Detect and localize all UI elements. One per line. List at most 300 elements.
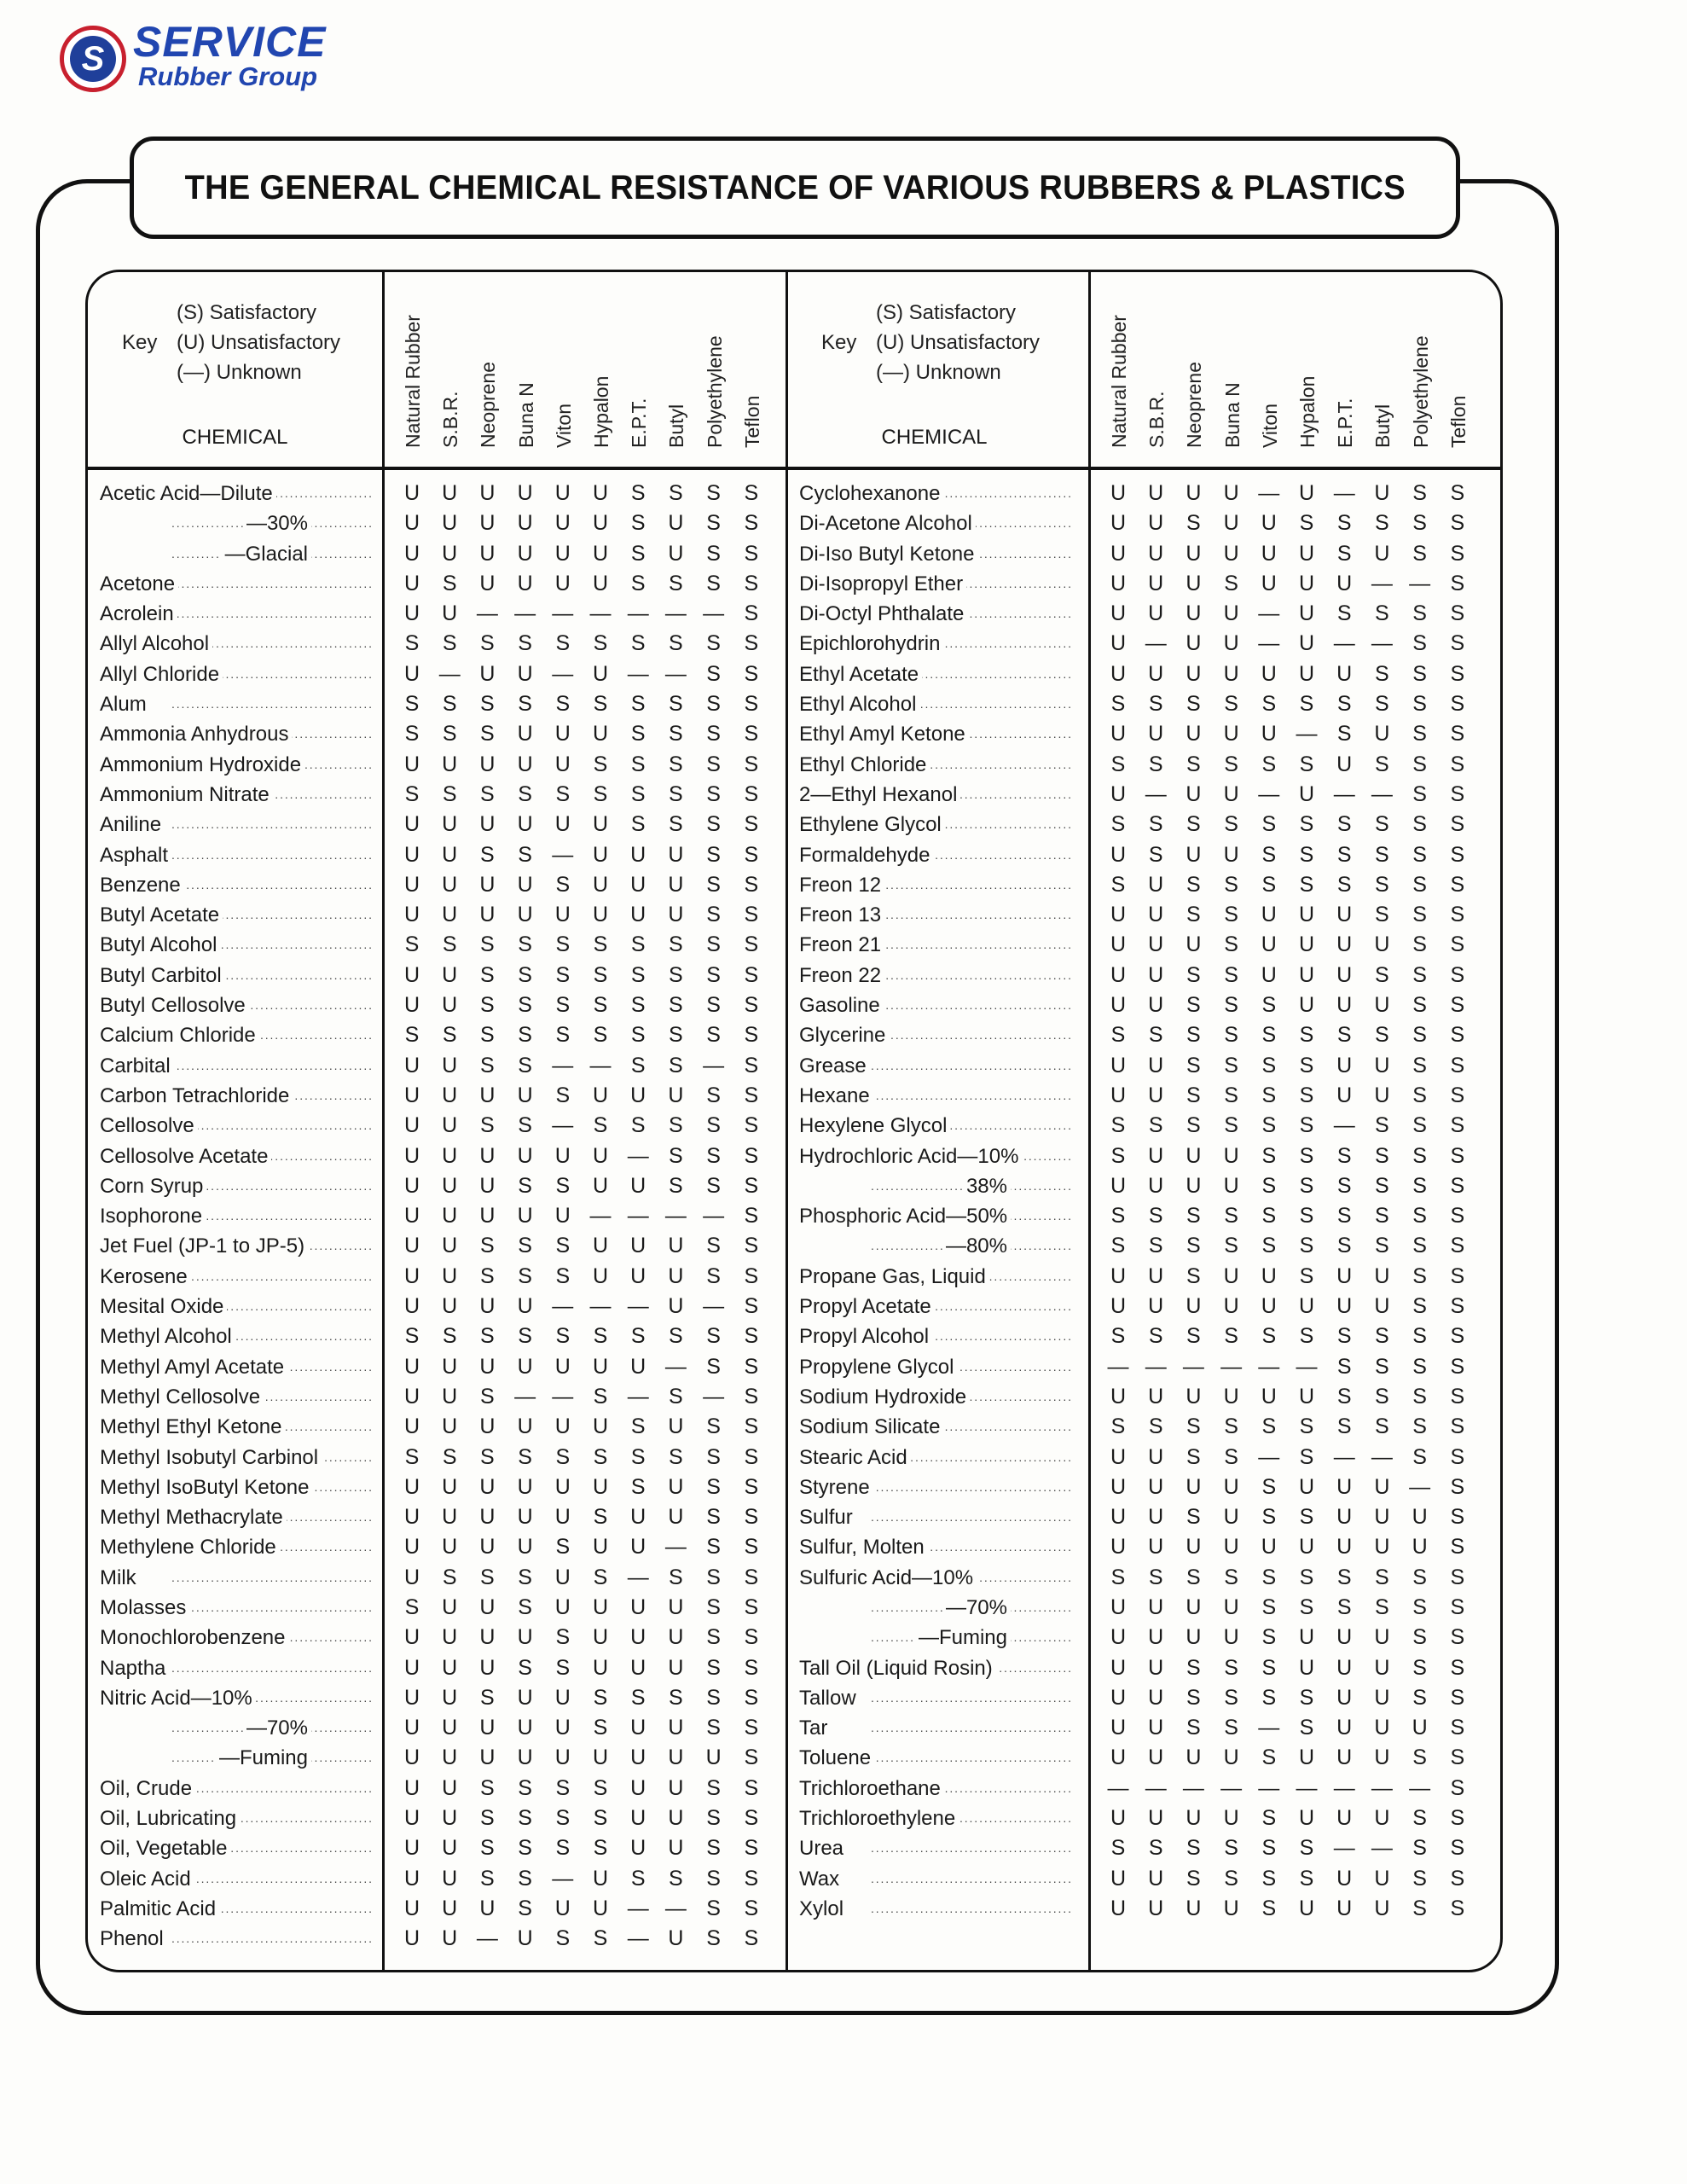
- rating-buna-n: —: [514, 601, 536, 626]
- material-header-label: Hypalon: [1296, 375, 1319, 448]
- rating-natural-rubber: U: [403, 1384, 420, 1409]
- rating-viton: S: [555, 1324, 571, 1349]
- material-header-s-b-r: [431, 277, 468, 448]
- rating-natural-rubber: U: [1110, 1444, 1127, 1469]
- chemical-name-text: Benzene: [100, 874, 184, 897]
- chemical-name: [799, 930, 1070, 960]
- rating-buna-n: S: [518, 1324, 532, 1349]
- table-row: [787, 1532, 1500, 1562]
- rating-polyethylene: —: [1409, 571, 1431, 595]
- table-row: [88, 1563, 787, 1593]
- rating-polyethylene: S: [1412, 661, 1427, 686]
- rating-polyethylene: S: [706, 1143, 721, 1168]
- chemical-name: [799, 1111, 1070, 1141]
- rating-buna-n: U: [1223, 842, 1239, 867]
- rating-butyl: U: [668, 1234, 684, 1258]
- rating-natural-rubber: U: [403, 601, 420, 626]
- rating-hypalon: S: [1299, 1053, 1314, 1077]
- rating-polyethylene: S: [1412, 481, 1427, 505]
- rating-s-b-r: S: [442, 1565, 457, 1589]
- chemical-name-text: Oleic Acid: [100, 1867, 194, 1891]
- rating-teflon: S: [1450, 661, 1465, 686]
- rating-s-b-r: U: [442, 1535, 458, 1560]
- rating-hypalon: S: [593, 1716, 608, 1740]
- rating-buna-n: —: [1220, 1354, 1243, 1379]
- rating-s-b-r: U: [442, 481, 458, 505]
- rating-teflon: S: [744, 903, 759, 927]
- table-row: [787, 569, 1500, 599]
- rating-s-b-r: U: [1148, 1716, 1164, 1740]
- rating-e-p-t: U: [630, 1173, 646, 1198]
- rating-viton: S: [555, 1625, 571, 1650]
- rating-neoprene: U: [479, 1716, 496, 1740]
- chemical-name-text: Kerosene: [100, 1265, 191, 1288]
- rating-polyethylene: S: [706, 1083, 721, 1107]
- rating-viton: S: [555, 692, 571, 717]
- material-header-label: Viton: [1258, 403, 1281, 448]
- material-header-buna-n: [1213, 277, 1250, 448]
- rating-buna-n: S: [518, 1053, 532, 1077]
- rating-natural-rubber: U: [403, 1294, 420, 1319]
- rating-buna-n: S: [1224, 1716, 1238, 1740]
- rating-s-b-r: U: [442, 1354, 458, 1379]
- rating-natural-rubber: U: [403, 1565, 420, 1589]
- rating-butyl: U: [1374, 993, 1390, 1018]
- chemical-name: [799, 1894, 1070, 1924]
- rating-hypalon: U: [592, 1263, 609, 1288]
- rating-natural-rubber: S: [1110, 1204, 1126, 1228]
- rating-viton: U: [554, 1505, 571, 1530]
- rating-butyl: U: [668, 1716, 684, 1740]
- page-title: THE GENERAL CHEMICAL RESISTANCE OF VARIOUS RUBBERS & PLASTICS: [184, 168, 1406, 206]
- rating-neoprene: U: [1186, 1384, 1202, 1409]
- rating-s-b-r: U: [1148, 1263, 1164, 1288]
- rating-butyl: U: [668, 1083, 684, 1107]
- rating-hypalon: U: [1298, 1625, 1315, 1650]
- rating-viton: S: [1261, 752, 1277, 776]
- rating-neoprene: S: [1186, 903, 1201, 927]
- rating-neoprene: S: [1186, 993, 1201, 1018]
- rating-buna-n: U: [517, 1625, 533, 1650]
- rating-butyl: U: [668, 1836, 684, 1861]
- rating-butyl: —: [664, 1204, 687, 1228]
- rating-teflon: S: [744, 1836, 759, 1861]
- rating-neoprene: U: [479, 1655, 496, 1680]
- table-row: [787, 629, 1500, 659]
- rating-hypalon: S: [593, 1926, 608, 1951]
- rating-butyl: U: [668, 541, 684, 566]
- rating-polyethylene: S: [706, 571, 721, 595]
- rating-natural-rubber: U: [403, 1173, 420, 1198]
- rating-hypalon: S: [593, 993, 608, 1018]
- rating-natural-rubber: S: [1110, 1113, 1126, 1138]
- rating-polyethylene: S: [1412, 1354, 1427, 1379]
- rating-neoprene: S: [1186, 872, 1201, 897]
- rating-polyethylene: S: [706, 1414, 721, 1439]
- material-header-polyethylene: [695, 277, 733, 448]
- chemical-name-text: Carbon Tetrachloride: [100, 1084, 293, 1107]
- rating-e-p-t: S: [1336, 1234, 1352, 1258]
- rating-viton: U: [1261, 722, 1277, 746]
- rating-s-b-r: U: [442, 872, 458, 897]
- rating-hypalon: U: [1298, 661, 1315, 686]
- rating-neoprene: U: [1186, 1594, 1202, 1619]
- chemical-name-text: Trichloroethane: [799, 1777, 944, 1800]
- rating-buna-n: S: [1224, 1324, 1238, 1349]
- rating-hypalon: S: [1299, 1414, 1314, 1439]
- company-logo: [60, 19, 384, 96]
- rating-viton: U: [1261, 903, 1277, 927]
- rating-butyl: —: [664, 661, 687, 686]
- rating-hypalon: S: [1299, 1716, 1314, 1740]
- rating-hypalon: —: [1296, 722, 1318, 746]
- rating-viton: S: [555, 1173, 571, 1198]
- rating-butyl: S: [669, 571, 683, 595]
- chemical-name: [100, 990, 371, 1020]
- rating-viton: S: [555, 1836, 571, 1861]
- material-header-buna-n: [507, 277, 544, 448]
- rating-viton: —: [552, 601, 574, 626]
- chemical-name: [100, 1051, 371, 1081]
- rating-buna-n: S: [518, 1565, 532, 1589]
- chemical-name-text: —30%: [243, 512, 311, 535]
- rating-e-p-t: U: [630, 1836, 646, 1861]
- rating-neoprene: U: [479, 1745, 496, 1770]
- chemical-name-text: Methylene Chloride: [100, 1536, 280, 1559]
- rating-buna-n: S: [1224, 1836, 1238, 1861]
- rating-neoprene: S: [480, 722, 495, 746]
- rating-butyl: U: [668, 872, 684, 897]
- rating-polyethylene: S: [1412, 511, 1427, 536]
- rating-polyethylene: S: [1412, 1204, 1427, 1228]
- rating-teflon: S: [1450, 1716, 1465, 1740]
- rating-neoprene: U: [1186, 1143, 1202, 1168]
- material-header-label: Natural Rubber: [402, 315, 424, 448]
- rating-teflon: S: [1450, 1594, 1465, 1619]
- rating-buna-n: U: [517, 1414, 533, 1439]
- rating-viton: S: [1261, 993, 1277, 1018]
- rating-butyl: —: [1371, 1775, 1393, 1800]
- rating-polyethylene: S: [706, 1023, 721, 1048]
- rating-e-p-t: S: [630, 481, 646, 505]
- rating-viton: S: [1261, 1655, 1277, 1680]
- rating-e-p-t: S: [1336, 1143, 1352, 1168]
- rating-e-p-t: S: [630, 511, 646, 536]
- rating-e-p-t: S: [630, 962, 646, 987]
- rating-hypalon: U: [1298, 781, 1315, 806]
- rating-teflon: S: [744, 1234, 759, 1258]
- material-header-label: E.P.T.: [1334, 398, 1357, 448]
- rating-teflon: S: [744, 1896, 759, 1920]
- chemical-name: [799, 569, 1070, 599]
- chemical-name: [799, 961, 1070, 990]
- table-row: [88, 961, 787, 990]
- rating-polyethylene: S: [706, 1354, 721, 1379]
- rating-hypalon: —: [1296, 1354, 1318, 1379]
- rating-e-p-t: S: [1336, 1173, 1352, 1198]
- rating-s-b-r: S: [442, 571, 457, 595]
- rating-buna-n: U: [517, 1143, 533, 1168]
- rating-viton: S: [555, 1926, 571, 1951]
- rating-e-p-t: —: [627, 1896, 649, 1920]
- rating-natural-rubber: U: [403, 842, 420, 867]
- rating-teflon: S: [1450, 1625, 1465, 1650]
- rating-buna-n: U: [1223, 781, 1239, 806]
- material-header-label: Neoprene: [477, 361, 500, 448]
- rating-butyl: U: [668, 1775, 684, 1800]
- rating-butyl: U: [1374, 1685, 1390, 1710]
- rating-teflon: S: [744, 692, 759, 717]
- rating-hypalon: —: [589, 1294, 612, 1319]
- rating-teflon: S: [744, 962, 759, 987]
- rating-s-b-r: U: [442, 1716, 458, 1740]
- chemical-name-text: Trichloroethylene: [799, 1807, 959, 1830]
- rating-hypalon: U: [1298, 571, 1315, 595]
- material-header-label: E.P.T.: [628, 398, 651, 448]
- rating-polyethylene: S: [1412, 1565, 1427, 1589]
- rating-s-b-r: U: [1148, 1655, 1164, 1680]
- rating-hypalon: U: [1298, 1896, 1315, 1920]
- rating-e-p-t: U: [1336, 932, 1353, 957]
- rating-neoprene: S: [1186, 1444, 1201, 1469]
- rating-viton: U: [554, 481, 571, 505]
- rating-natural-rubber: U: [1110, 903, 1127, 927]
- rating-teflon: S: [1450, 601, 1465, 626]
- rating-s-b-r: U: [442, 1294, 458, 1319]
- rating-s-b-r: —: [1145, 631, 1167, 656]
- table-row: [88, 1081, 787, 1111]
- rating-hypalon: S: [1299, 1263, 1314, 1288]
- rating-butyl: S: [669, 481, 683, 505]
- rating-viton: S: [555, 1023, 571, 1048]
- table-row: [787, 1262, 1500, 1292]
- rating-e-p-t: U: [630, 1625, 646, 1650]
- chemical-name: [799, 689, 1070, 719]
- chemical-name: [799, 1020, 1070, 1050]
- rating-butyl: —: [664, 1896, 687, 1920]
- rating-s-b-r: U: [1148, 1685, 1164, 1710]
- rating-e-p-t: U: [1336, 903, 1353, 927]
- rating-buna-n: U: [1223, 601, 1239, 626]
- rating-neoprene: U: [479, 541, 496, 566]
- rating-hypalon: U: [592, 511, 609, 536]
- table-row: [88, 1262, 787, 1292]
- rating-e-p-t: U: [1336, 1745, 1353, 1770]
- rating-natural-rubber: U: [1110, 481, 1127, 505]
- table-row: [88, 1382, 787, 1412]
- rating-butyl: U: [668, 1745, 684, 1770]
- rating-buna-n: U: [517, 872, 533, 897]
- rating-natural-rubber: U: [1110, 1745, 1127, 1770]
- rating-hypalon: S: [593, 1836, 608, 1861]
- table-row: [88, 1653, 787, 1683]
- table-row: [787, 1593, 1500, 1623]
- rating-polyethylene: S: [706, 1234, 721, 1258]
- rating-teflon: S: [744, 1926, 759, 1951]
- rating-hypalon: S: [593, 962, 608, 987]
- rating-polyethylene: S: [1412, 1173, 1427, 1198]
- rating-e-p-t: U: [1336, 962, 1353, 987]
- chemical-name: [100, 840, 371, 870]
- rating-e-p-t: S: [1336, 511, 1352, 536]
- table-row: [787, 1321, 1500, 1351]
- rating-buna-n: U: [1223, 541, 1239, 566]
- rating-hypalon: U: [592, 872, 609, 897]
- rating-natural-rubber: S: [404, 631, 420, 656]
- rating-teflon: S: [1450, 1896, 1465, 1920]
- rating-s-b-r: U: [1148, 1384, 1164, 1409]
- chemical-name-text: —70%: [243, 1716, 311, 1740]
- rating-hypalon: —: [1296, 1775, 1318, 1800]
- rating-polyethylene: S: [706, 1474, 721, 1499]
- rating-s-b-r: U: [442, 812, 458, 837]
- rating-butyl: S: [1375, 1594, 1389, 1619]
- rating-natural-rubber: S: [404, 781, 420, 806]
- rating-viton: S: [555, 1083, 571, 1107]
- chemical-name: [100, 1171, 371, 1201]
- chemical-name-text: Di-Acetone Alcohol: [799, 512, 976, 535]
- rating-natural-rubber: S: [1110, 1023, 1126, 1048]
- table-row: [787, 990, 1500, 1020]
- rating-s-b-r: U: [1148, 571, 1164, 595]
- rating-natural-rubber: U: [1110, 1053, 1127, 1077]
- rating-teflon: S: [1450, 1565, 1465, 1589]
- rating-buna-n: S: [518, 1836, 532, 1861]
- rating-buna-n: S: [1224, 872, 1238, 897]
- rating-butyl: S: [1375, 752, 1389, 776]
- rating-polyethylene: S: [706, 1324, 721, 1349]
- material-header-label: S.B.R.: [1145, 391, 1168, 448]
- rating-e-p-t: S: [1336, 722, 1352, 746]
- rating-polyethylene: S: [706, 1263, 721, 1288]
- rating-s-b-r: S: [1148, 692, 1163, 717]
- rating-butyl: U: [1374, 1806, 1390, 1831]
- rating-teflon: S: [1450, 1414, 1465, 1439]
- table-row: [88, 1472, 787, 1502]
- rating-neoprene: U: [1186, 932, 1202, 957]
- rating-viton: U: [554, 722, 571, 746]
- rating-teflon: S: [1450, 1806, 1465, 1831]
- rating-natural-rubber: U: [403, 1234, 420, 1258]
- chemical-name-text: Allyl Alcohol: [100, 632, 212, 655]
- rating-hypalon: U: [592, 1625, 609, 1650]
- rating-hypalon: S: [593, 1806, 608, 1831]
- rating-polyethylene: —: [703, 1053, 725, 1077]
- rating-neoprene: U: [479, 1896, 496, 1920]
- rating-polyethylene: S: [1412, 1384, 1427, 1409]
- chemical-name-text: Sulfur, Molten: [799, 1536, 928, 1559]
- rating-natural-rubber: U: [1110, 1294, 1127, 1319]
- chemical-name: [100, 1201, 371, 1231]
- rating-natural-rubber: U: [1110, 1655, 1127, 1680]
- table-row: [787, 1623, 1500, 1653]
- rating-polyethylene: S: [706, 1535, 721, 1560]
- chemical-name: [100, 1894, 371, 1924]
- material-header-label: Natural Rubber: [1108, 315, 1130, 448]
- table-row: [787, 870, 1500, 900]
- rating-buna-n: U: [1223, 631, 1239, 656]
- rating-natural-rubber: U: [403, 1083, 420, 1107]
- rating-e-p-t: —: [627, 1204, 649, 1228]
- chemical-name-text: Methyl Ethyl Ketone: [100, 1415, 285, 1438]
- rating-teflon: S: [744, 1053, 759, 1077]
- rating-hypalon: U: [592, 812, 609, 837]
- rating-polyethylene: S: [1412, 1806, 1427, 1831]
- rating-hypalon: U: [592, 1594, 609, 1619]
- rating-s-b-r: U: [1148, 1053, 1164, 1077]
- rating-buna-n: S: [518, 1444, 532, 1469]
- chemical-name: [100, 629, 371, 659]
- rating-teflon: S: [1450, 1113, 1465, 1138]
- rating-natural-rubber: S: [1110, 812, 1126, 837]
- rating-teflon: S: [744, 631, 759, 656]
- chemical-name: [100, 1833, 371, 1863]
- rating-teflon: S: [1450, 1023, 1465, 1048]
- column-divider: [1088, 272, 1091, 1970]
- rating-s-b-r: U: [1148, 872, 1164, 897]
- rating-hypalon: U: [592, 1535, 609, 1560]
- rating-e-p-t: S: [630, 1324, 646, 1349]
- rating-e-p-t: U: [630, 1505, 646, 1530]
- rating-buna-n: U: [1223, 1594, 1239, 1619]
- chemical-name-text: Mesital Oxide: [100, 1295, 227, 1318]
- rating-teflon: S: [744, 511, 759, 536]
- chemical-name-text: Urea: [799, 1837, 847, 1860]
- rating-teflon: S: [1450, 692, 1465, 717]
- rating-viton: S: [555, 1444, 571, 1469]
- material-header-butyl: [1363, 277, 1400, 448]
- chemical-name: [100, 1924, 371, 1954]
- rating-e-p-t: U: [1336, 1263, 1353, 1288]
- rating-polyethylene: S: [1412, 962, 1427, 987]
- logo-subtitle: Rubber Group: [138, 61, 318, 91]
- rating-buna-n: U: [517, 1685, 533, 1710]
- rating-e-p-t: S: [630, 571, 646, 595]
- chemical-name: [100, 1472, 371, 1502]
- key-word: Key: [821, 331, 857, 354]
- rating-natural-rubber: S: [404, 1444, 420, 1469]
- chemical-name: [100, 719, 371, 749]
- rating-natural-rubber: S: [404, 1594, 420, 1619]
- chemical-name: [799, 1321, 1070, 1351]
- rating-viton: S: [1261, 1234, 1277, 1258]
- rating-viton: U: [554, 1354, 571, 1379]
- table-row: [88, 1593, 787, 1623]
- rating-viton: S: [555, 1263, 571, 1288]
- rating-teflon: S: [1450, 872, 1465, 897]
- rating-e-p-t: —: [1333, 1113, 1355, 1138]
- rating-e-p-t: U: [630, 1263, 646, 1288]
- rating-e-p-t: —: [627, 1926, 649, 1951]
- table-row: [88, 1051, 787, 1081]
- rating-viton: S: [1261, 1113, 1277, 1138]
- rating-e-p-t: U: [1336, 1505, 1353, 1530]
- chemical-name-text: Styrene: [799, 1476, 873, 1499]
- rating-hypalon: S: [593, 1113, 608, 1138]
- rating-viton: —: [552, 1294, 574, 1319]
- table-row: [787, 1111, 1500, 1141]
- rating-e-p-t: S: [630, 1444, 646, 1469]
- rating-butyl: U: [668, 1625, 684, 1650]
- rating-buna-n: S: [1224, 1113, 1238, 1138]
- rating-teflon: S: [744, 1655, 759, 1680]
- rating-polyethylene: S: [706, 1565, 721, 1589]
- chemical-name: [799, 629, 1070, 659]
- rating-polyethylene: S: [706, 541, 721, 566]
- rating-polyethylene: S: [706, 1505, 721, 1530]
- rating-e-p-t: U: [1336, 1655, 1353, 1680]
- material-header-label: Teflon: [740, 395, 763, 448]
